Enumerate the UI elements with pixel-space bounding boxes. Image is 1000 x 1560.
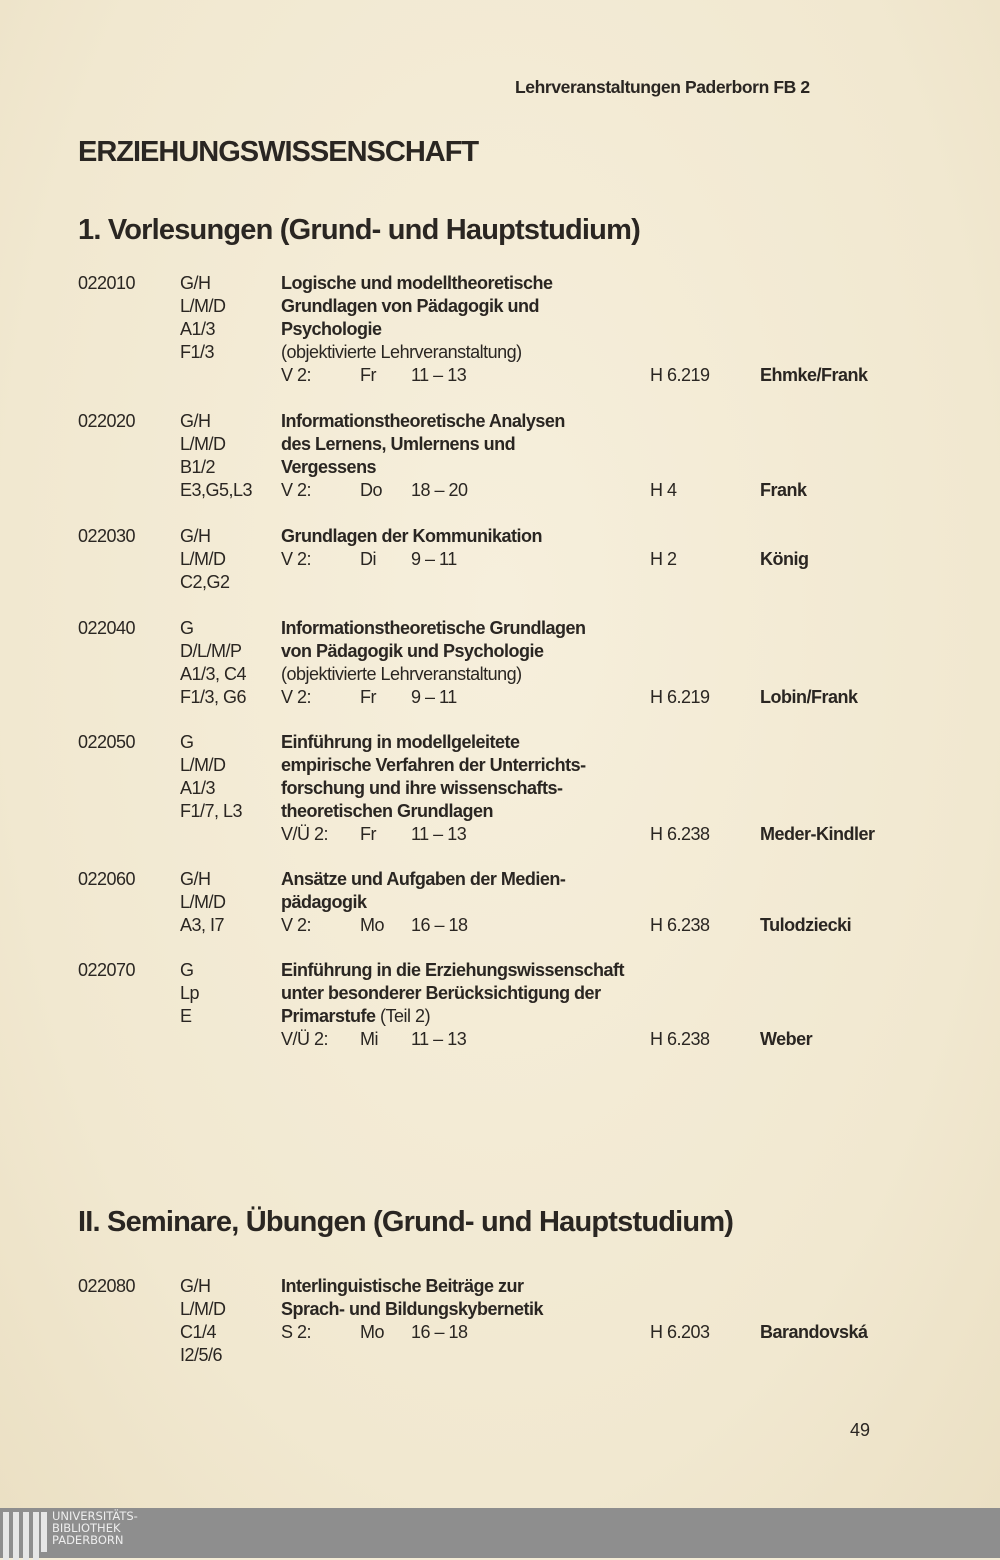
course-code: G/H [180,273,211,293]
course-row [0,687,1000,710]
course-row [0,641,1000,664]
course-title-line [281,1006,430,1027]
schedule-room: H 6.238 [650,824,710,844]
course-row [0,1029,1000,1052]
course-title-line [281,296,539,317]
course-row [0,824,1000,847]
title-segment: Grundlagen von Pädagogik und [281,296,540,316]
course-code: A1/3, C4 [180,664,247,684]
schedule-type: V/Ü 2: [281,1029,329,1049]
course-row [0,549,1000,572]
title-segment: (objektivierte Lehrveranstaltung) [281,342,522,362]
page-number: 49 [850,1420,871,1440]
course-row [0,1006,1000,1029]
course-title-line [281,618,586,639]
title-segment: unter besonderer Berücksichtigung der [281,983,601,1003]
course-row [0,365,1000,388]
schedule-day: Fr [360,365,376,385]
lecturer: Barandovská [760,1322,868,1342]
title-segment: des Lernens, Umlernens und [281,434,516,454]
course-title-line [281,755,586,776]
course-number: 022070 [78,960,136,980]
schedule-day: Di [360,549,376,569]
course-number: 022030 [78,526,136,546]
title-segment: pädagogik [281,892,367,912]
course-number: 022020 [78,411,136,431]
schedule-room: H 6.219 [650,687,710,707]
course-title-line [281,960,624,981]
title-segment: Interlinguistische Beiträge zur [281,1276,524,1296]
course-row [0,755,1000,778]
course-row [0,915,1000,938]
course-title-line [281,1299,543,1320]
schedule-day: Mo [360,915,385,935]
schedule-type: V 2: [281,365,312,385]
course-entry [0,526,1000,595]
course-title-line [281,778,563,799]
course-title-line [281,892,367,913]
title-segment: Informationstheoretische Grundlagen [281,618,586,638]
course-code: L/M/D [180,296,226,316]
course-row [0,664,1000,687]
course-code: I2/5/6 [180,1345,223,1365]
schedule-time: 16 – 18 [411,915,468,935]
course-code: L/M/D [180,892,226,912]
course-row [0,869,1000,892]
title-segment: von Pädagogik und Psychologie [281,641,544,661]
course-code: Lp [180,983,200,1003]
course-code: B1/2 [180,457,216,477]
schedule-day: Mo [360,1322,385,1342]
title-segment: Grundlagen der Kommunikation [281,526,543,546]
schedule-day: Fr [360,687,376,707]
title-segment: (Teil 2) [375,1006,431,1026]
course-number: 022050 [78,732,136,752]
course-code: L/M/D [180,755,226,775]
schedule-time: 16 – 18 [411,1322,468,1342]
course-row [0,778,1000,801]
course-row [0,1299,1000,1322]
course-code: L/M/D [180,549,226,569]
course-row [0,572,1000,595]
course-entry [0,960,1000,1052]
schedule-time: 9 – 11 [411,549,457,569]
course-entry [0,1276,1000,1368]
schedule-time: 11 – 13 [411,824,467,844]
title-segment: Ansätze und Aufgaben der Medien- [281,869,566,889]
course-row [0,983,1000,1006]
course-title-line [281,273,553,294]
course-row [0,411,1000,434]
course-row [0,892,1000,915]
lecturer: Tulodziecki [760,915,852,935]
section-heading: 1. Vorlesungen (Grund- und Hauptstudium) [78,214,640,246]
title-segment: Sprach- und Bildungskybernetik [281,1299,544,1319]
course-code: F1/3, G6 [180,687,247,707]
course-row [0,319,1000,342]
schedule-time: 9 – 11 [411,687,457,707]
course-code: C2,G2 [180,572,230,592]
course-row [0,732,1000,755]
course-code: E3,G5,L3 [180,480,253,500]
course-code: G/H [180,526,211,546]
title-segment: forschung und ihre wissenschafts- [281,778,563,798]
title-segment: Primarstufe [281,1006,376,1026]
course-number: 022040 [78,618,136,638]
course-code: G [180,618,194,638]
course-row [0,526,1000,549]
running-header: Lehrveranstaltungen Paderborn FB 2 [515,77,810,97]
schedule-type: V 2: [281,480,312,500]
title-segment: Informationstheoretische Analysen [281,411,565,431]
title-segment: Psychologie [281,319,382,339]
course-code: A3, I7 [180,915,225,935]
lecturer: Meder-Kindler [760,824,875,844]
course-title-line [281,1276,524,1297]
title-segment: theoretischen Grundlagen [281,801,494,821]
course-row [0,296,1000,319]
course-title-line [281,342,522,363]
course-number: 022080 [78,1276,136,1296]
course-number: 022060 [78,869,136,889]
lecturer: Ehmke/Frank [760,365,868,385]
course-row [0,273,1000,296]
title-segment: (objektivierte Lehrveranstaltung) [281,664,522,684]
section-heading: II. Seminare, Übungen (Grund- und Hauptstudium) [78,1206,734,1238]
course-code: F1/3 [180,342,215,362]
course-code: L/M/D [180,434,226,454]
course-title-line [281,801,493,822]
course-entry [0,411,1000,503]
schedule-room: H 4 [650,480,677,500]
course-title-line [281,732,520,753]
schedule-room: H 6.238 [650,1029,710,1049]
course-title-line [281,983,601,1004]
course-title-line [281,457,376,478]
course-code: D/L/M/P [180,641,242,661]
schedule-type: V 2: [281,915,312,935]
course-title-line [281,664,522,685]
schedule-type: V 2: [281,687,312,707]
course-title-line [281,411,565,432]
course-code: G [180,732,194,752]
schedule-room: H 2 [650,549,677,569]
course-row [0,618,1000,641]
course-code: E [180,1006,192,1026]
library-footer-bar [0,1508,1000,1558]
course-row [0,1322,1000,1345]
course-row [0,1345,1000,1368]
schedule-day: Mi [360,1029,378,1049]
course-title-line [281,319,382,340]
schedule-time: 18 – 20 [411,480,468,500]
course-code: C1/4 [180,1322,217,1342]
schedule-time: 11 – 13 [411,365,467,385]
course-entry [0,732,1000,847]
title-segment: Einführung in modellgeleitete [281,732,520,752]
department-title: ERZIEHUNGSWISSENSCHAFT [78,136,479,168]
course-code: L/M/D [180,1299,226,1319]
course-row [0,1276,1000,1299]
course-code: G/H [180,411,211,431]
title-segment: empirische Verfahren der Unterrichts- [281,755,586,775]
course-number: 022010 [78,273,136,293]
lecturer: König [760,549,809,569]
course-entry [0,869,1000,938]
library-logo-text: UNIVERSITÄTS- BIBLIOTHEK PADERBORN [52,1509,138,1547]
title-segment: Logische und modelltheoretische [281,273,553,293]
schedule-day: Fr [360,824,376,844]
lecturer: Lobin/Frank [760,687,858,707]
course-code: F1/7, L3 [180,801,243,821]
course-entry [0,618,1000,710]
course-title-line [281,526,542,547]
schedule-type: S 2: [281,1322,312,1342]
schedule-room: H 6.219 [650,365,710,385]
course-row [0,342,1000,365]
course-code: G/H [180,869,211,889]
title-segment: Vergessens [281,457,377,477]
course-entry [0,273,1000,388]
course-code: A1/3 [180,319,216,339]
course-row [0,960,1000,983]
course-row [0,480,1000,503]
course-title-line [281,869,565,890]
schedule-room: H 6.238 [650,915,710,935]
course-title-line [281,434,515,455]
schedule-day: Do [360,480,383,500]
course-row [0,457,1000,480]
lecturer: Weber [760,1029,813,1049]
course-code: G/H [180,1276,211,1296]
course-row [0,434,1000,457]
schedule-type: V/Ü 2: [281,824,329,844]
schedule-room: H 6.203 [650,1322,710,1342]
schedule-type: V 2: [281,549,312,569]
schedule-time: 11 – 13 [411,1029,467,1049]
course-code: A1/3 [180,778,216,798]
course-row [0,801,1000,824]
course-title-line [281,641,544,662]
lecturer: Frank [760,480,807,500]
title-segment: Einführung in die Erziehungswissenschaft [281,960,625,980]
course-code: G [180,960,194,980]
